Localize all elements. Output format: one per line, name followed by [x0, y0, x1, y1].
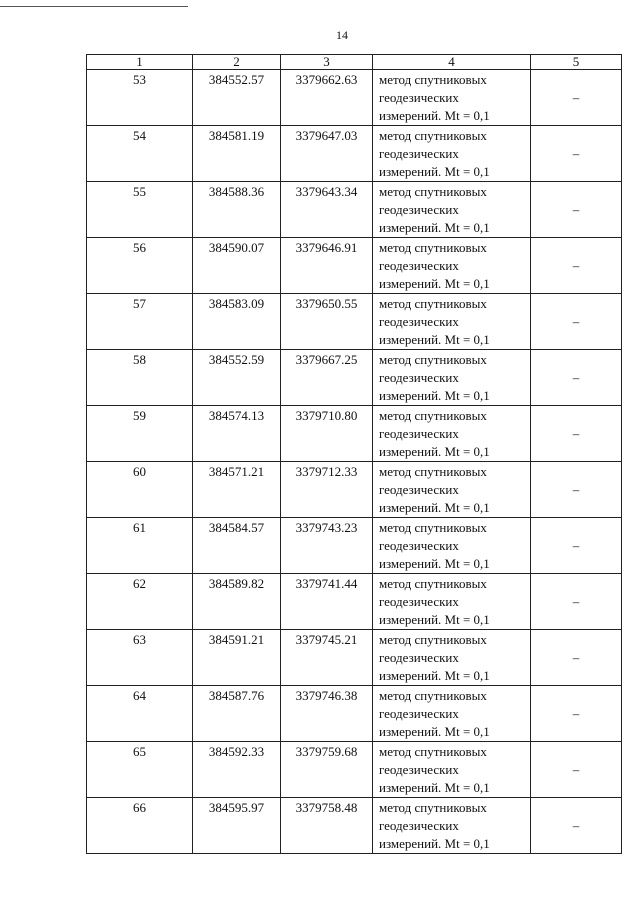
method-line: геодезических [379, 370, 459, 385]
method-line: геодезических [379, 706, 459, 721]
method-line: геодезических [379, 90, 459, 105]
note-cell: – [531, 686, 622, 742]
x-coordinate-cell: 384588.36 [193, 182, 281, 238]
method-cell [373, 238, 531, 294]
method-cell [373, 70, 531, 126]
method-cell [373, 686, 531, 742]
page-number: 14 [336, 28, 348, 42]
x-coordinate-cell: 384589.82 [193, 574, 281, 630]
point-number-cell: 60 [87, 462, 193, 518]
note-cell: – [531, 798, 622, 854]
method-line: геодезических [379, 202, 459, 217]
point-number-cell: 65 [87, 742, 193, 798]
x-coordinate-cell: 384574.13 [193, 406, 281, 462]
note-cell: – [531, 238, 622, 294]
point-number-cell: 59 [87, 406, 193, 462]
header-col-4: 4 [373, 55, 531, 70]
point-number-cell: 53 [87, 70, 193, 126]
table-row [87, 182, 622, 238]
y-coordinate-cell: 3379759.68 [281, 742, 373, 798]
method-line: метод спутниковых [379, 184, 487, 199]
method-line: измерений. Mt = 0,1 [379, 780, 490, 795]
method-line: измерений. Mt = 0,1 [379, 556, 490, 571]
method-line: измерений. Mt = 0,1 [379, 164, 490, 179]
table-row [87, 742, 622, 798]
method-line: метод спутниковых [379, 408, 487, 423]
x-coordinate-cell: 384584.57 [193, 518, 281, 574]
method-line: геодезических [379, 146, 459, 161]
method-cell [373, 182, 531, 238]
header-col-2: 2 [193, 55, 281, 70]
note-cell: – [531, 182, 622, 238]
table-row [87, 294, 622, 350]
method-line: геодезических [379, 314, 459, 329]
note-cell: – [531, 294, 622, 350]
point-number-cell: 58 [87, 350, 193, 406]
y-coordinate-cell: 3379741.44 [281, 574, 373, 630]
point-number-cell: 54 [87, 126, 193, 182]
method-line: метод спутниковых [379, 688, 487, 703]
method-cell [373, 350, 531, 406]
method-line: геодезических [379, 482, 459, 497]
method-line: измерений. Mt = 0,1 [379, 220, 490, 235]
method-cell [373, 462, 531, 518]
method-cell [373, 630, 531, 686]
y-coordinate-cell: 3379662.63 [281, 70, 373, 126]
method-cell [373, 742, 531, 798]
method-line: измерений. Mt = 0,1 [379, 332, 490, 347]
method-line: метод спутниковых [379, 128, 487, 143]
method-line: метод спутниковых [379, 744, 487, 759]
method-line: геодезических [379, 258, 459, 273]
method-line: метод спутниковых [379, 632, 487, 647]
table-row [87, 574, 622, 630]
note-cell: – [531, 406, 622, 462]
method-line: метод спутниковых [379, 520, 487, 535]
point-number-cell: 64 [87, 686, 193, 742]
table-row [87, 350, 622, 406]
x-coordinate-cell: 384583.09 [193, 294, 281, 350]
method-cell [373, 126, 531, 182]
note-cell: – [531, 574, 622, 630]
method-line: метод спутниковых [379, 352, 487, 367]
header-col-3: 3 [281, 55, 373, 70]
method-cell [373, 406, 531, 462]
y-coordinate-cell: 3379646.91 [281, 238, 373, 294]
table-header-row [87, 55, 622, 70]
method-line: геодезических [379, 426, 459, 441]
table-body [87, 70, 622, 854]
y-coordinate-cell: 3379746.38 [281, 686, 373, 742]
header-col-1: 1 [87, 55, 193, 70]
method-line: измерений. Mt = 0,1 [379, 444, 490, 459]
method-line: метод спутниковых [379, 800, 487, 815]
method-line: измерений. Mt = 0,1 [379, 836, 490, 851]
y-coordinate-cell: 3379743.23 [281, 518, 373, 574]
y-coordinate-cell: 3379667.25 [281, 350, 373, 406]
y-coordinate-cell: 3379650.55 [281, 294, 373, 350]
method-line: геодезических [379, 594, 459, 609]
table-row [87, 686, 622, 742]
point-number-cell: 61 [87, 518, 193, 574]
top-rule [0, 6, 188, 7]
table-row [87, 518, 622, 574]
x-coordinate-cell: 384581.19 [193, 126, 281, 182]
x-coordinate-cell: 384595.97 [193, 798, 281, 854]
point-number-cell: 55 [87, 182, 193, 238]
y-coordinate-cell: 3379710.80 [281, 406, 373, 462]
y-coordinate-cell: 3379647.03 [281, 126, 373, 182]
method-line: метод спутниковых [379, 464, 487, 479]
note-cell: – [531, 70, 622, 126]
table-row [87, 70, 622, 126]
y-coordinate-cell: 3379712.33 [281, 462, 373, 518]
method-line: метод спутниковых [379, 72, 487, 87]
method-line: метод спутниковых [379, 296, 487, 311]
table-row [87, 798, 622, 854]
x-coordinate-cell: 384590.07 [193, 238, 281, 294]
method-line: геодезических [379, 762, 459, 777]
x-coordinate-cell: 384552.59 [193, 350, 281, 406]
method-line: метод спутниковых [379, 240, 487, 255]
method-cell [373, 798, 531, 854]
table-row [87, 238, 622, 294]
method-line: измерений. Mt = 0,1 [379, 388, 490, 403]
table-row [87, 126, 622, 182]
x-coordinate-cell: 384571.21 [193, 462, 281, 518]
table-row [87, 630, 622, 686]
x-coordinate-cell: 384591.21 [193, 630, 281, 686]
table-row [87, 462, 622, 518]
method-line: измерений. Mt = 0,1 [379, 724, 490, 739]
table-row [87, 406, 622, 462]
note-cell: – [531, 742, 622, 798]
method-cell [373, 294, 531, 350]
note-cell: – [531, 126, 622, 182]
y-coordinate-cell: 3379745.21 [281, 630, 373, 686]
point-number-cell: 63 [87, 630, 193, 686]
method-line: измерений. Mt = 0,1 [379, 668, 490, 683]
method-line: измерений. Mt = 0,1 [379, 500, 490, 515]
point-number-cell: 57 [87, 294, 193, 350]
method-line: измерений. Mt = 0,1 [379, 276, 490, 291]
method-line: геодезических [379, 538, 459, 553]
point-number-cell: 62 [87, 574, 193, 630]
method-line: геодезических [379, 818, 459, 833]
header-col-5: 5 [531, 55, 622, 70]
x-coordinate-cell: 384587.76 [193, 686, 281, 742]
method-line: геодезических [379, 650, 459, 665]
note-cell: – [531, 518, 622, 574]
coordinates-table [86, 54, 622, 854]
method-cell [373, 574, 531, 630]
y-coordinate-cell: 3379758.48 [281, 798, 373, 854]
x-coordinate-cell: 384552.57 [193, 70, 281, 126]
method-line: измерений. Mt = 0,1 [379, 612, 490, 627]
method-cell [373, 518, 531, 574]
x-coordinate-cell: 384592.33 [193, 742, 281, 798]
method-line: измерений. Mt = 0,1 [379, 108, 490, 123]
note-cell: – [531, 462, 622, 518]
point-number-cell: 66 [87, 798, 193, 854]
note-cell: – [531, 350, 622, 406]
y-coordinate-cell: 3379643.34 [281, 182, 373, 238]
note-cell: – [531, 630, 622, 686]
method-line: метод спутниковых [379, 576, 487, 591]
point-number-cell: 56 [87, 238, 193, 294]
